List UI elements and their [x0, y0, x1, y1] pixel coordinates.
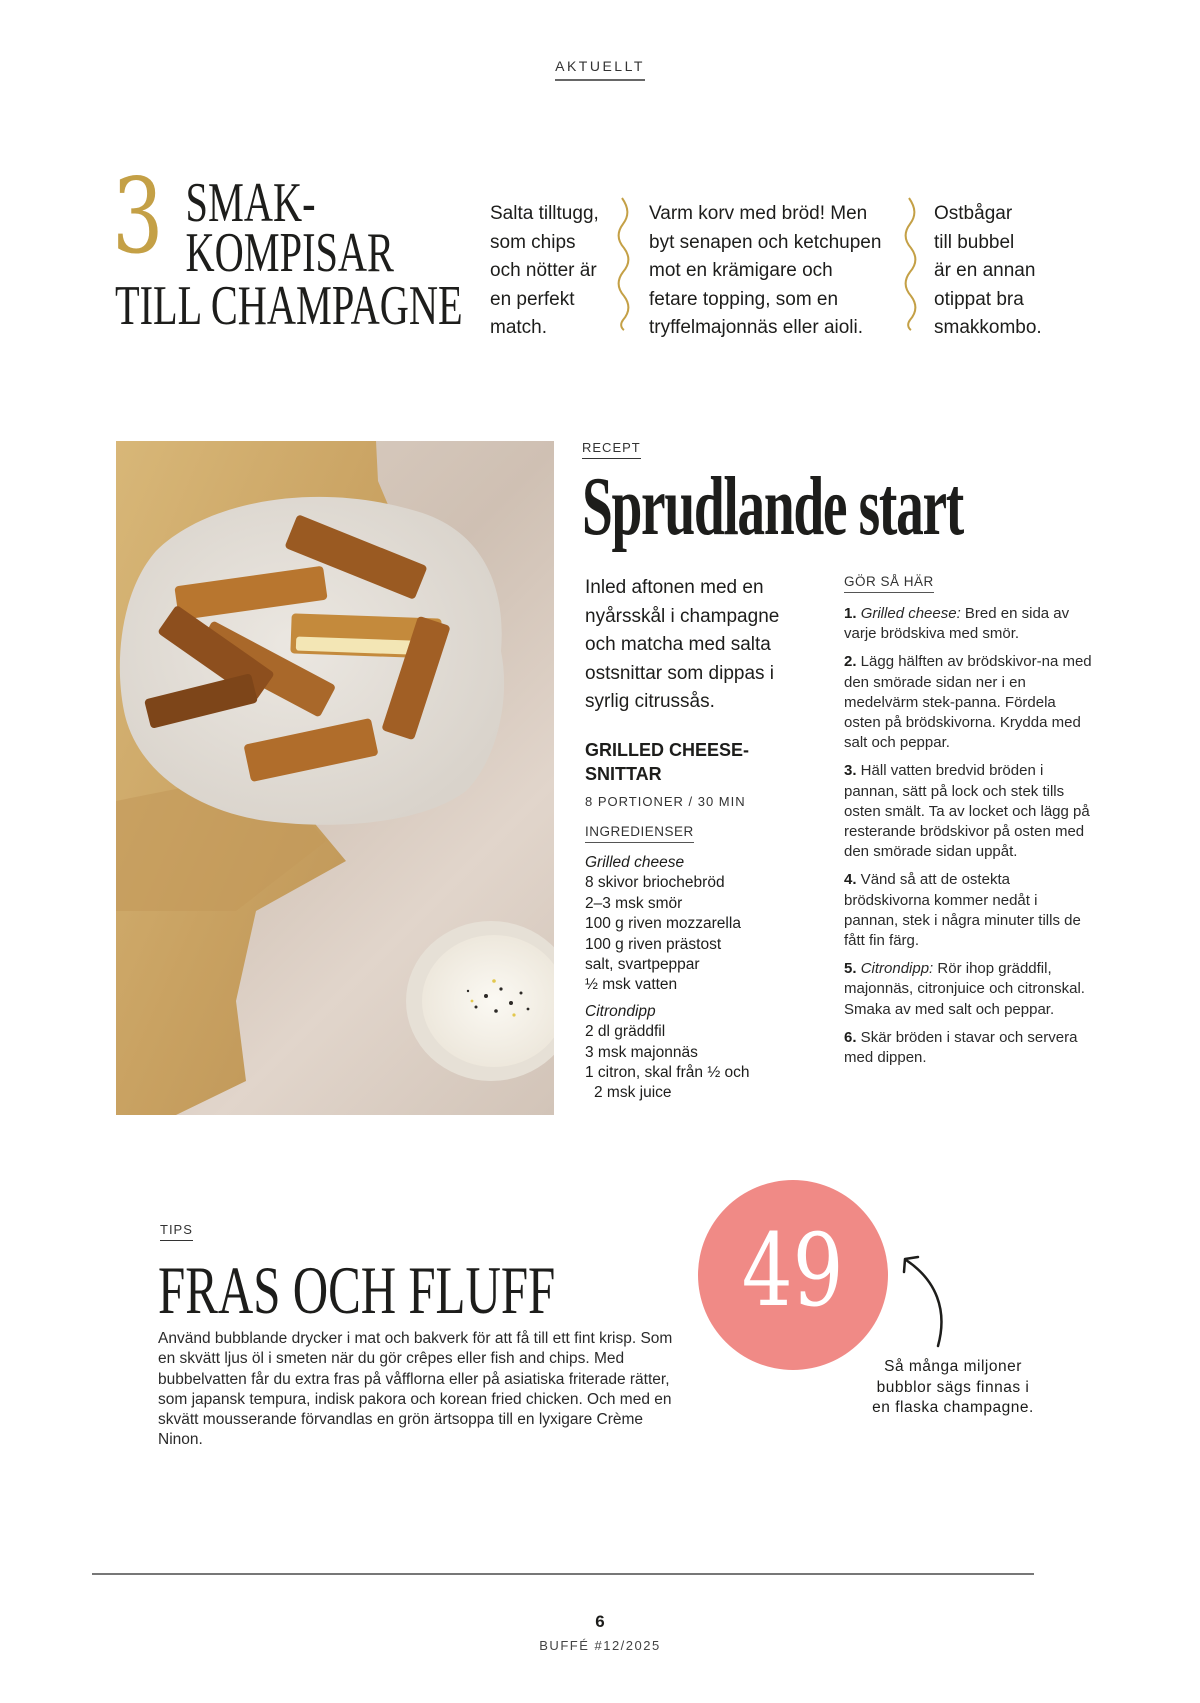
ingredient-group-title: Grilled cheese	[585, 854, 685, 871]
ingredient-group-title: Citrondipp	[585, 1002, 656, 1020]
recipe-intro: Inled aftonen med en nyårsskål i champagne och matcha med salta ostsnittar som dippas i syrlig citrussås.	[585, 577, 780, 712]
feature-number: 3	[112, 155, 164, 277]
step-text: Häll vatten bredvid bröden i pannan, sätt på lock och stek tills osten smält. Ta av locket och lägg på resterande brödskivor på osten med den smörade sidan uppåt.	[844, 762, 1090, 861]
tip-line: till bubbel	[934, 231, 1015, 253]
ingredients-label: INGREDIENSER	[585, 824, 694, 843]
section-label	[0, 58, 1200, 81]
step-text: Skär bröden i stavar och servera med dippen.	[844, 1028, 1078, 1067]
step-number: 3.	[844, 762, 857, 780]
ingredient-item: 2 msk juice	[594, 1084, 672, 1102]
step-text: Lägg hälften av brödskivor-na med den smörade sidan ner i en medelvärm stek-panna. Fördela osten på brödskivorna. Krydda med salt och peppar.	[844, 653, 1092, 752]
step-1	[844, 604, 1094, 644]
ingredients-list	[585, 853, 825, 1104]
ingredient-item: 100 g riven mozzarella	[585, 915, 741, 933]
step-emphasis: Grilled cheese:	[860, 605, 961, 622]
ingredient-item: ½ msk vatten	[585, 976, 678, 994]
tip-line: är en annan	[934, 260, 1036, 281]
step-number: 1.	[844, 605, 857, 622]
tip-line: otippat bra	[934, 288, 1024, 310]
tips-body: Använd bubblande drycker i mat och bakverk för att få till ett fint krisp. Som en skvätt ljus öl i smeten när du gör crêpes eller fish and chips. Med bubbelvatten får du extra fras på våfflorna eller på asiatiska friterade rätter, som japansk tempura, indisk pakora och korean fried chicken. Och med en skvätt mousserande förvandlas en grön ärtsoppa till en lyxigare Crème Ninon.	[158, 1330, 673, 1449]
tip-line: Salta tilltugg,	[490, 203, 599, 224]
dish-name-line-2: SNITTAR	[585, 764, 662, 784]
dish-name-line-1: GRILLED CHEESE-	[585, 740, 750, 760]
feature-headline	[115, 172, 463, 337]
step-2	[844, 652, 1094, 753]
ingredient-item: 2 dl gräddfil	[585, 1023, 666, 1041]
stat-caption: Så många miljoner bubblor sägs finnas i en flaska champagne.	[872, 1358, 1034, 1416]
tip-line: en perfekt	[490, 288, 575, 310]
footer-divider	[92, 1573, 1034, 1575]
ingredient-item: 1 citron, skal från ½ och	[585, 1064, 750, 1082]
portions-time: 8 PORTIONER / 30 MIN	[585, 794, 746, 809]
ingredient-group-citrondipp	[585, 1002, 825, 1104]
tip-line: tryffelmajonnäs eller aioli.	[649, 317, 864, 338]
pairing-tip-1	[490, 200, 620, 343]
tips-label: TIPS	[160, 1222, 193, 1241]
tip-line: som chips	[490, 231, 576, 253]
issue-label: BUFFÉ #12/2025	[539, 1638, 661, 1653]
tip-line: byt senapen och ketchupen	[649, 231, 882, 253]
headline-line-2: KOMPISAR	[185, 222, 394, 284]
step-6	[844, 1028, 1094, 1068]
ingredient-item: 8 skivor briochebröd	[585, 874, 725, 892]
ingredient-item: 2–3 msk smör	[585, 894, 683, 912]
ingredient-group-grilled-cheese	[585, 853, 825, 996]
step-text: Bred en sida av varje brödskiva med smör.	[844, 605, 1070, 643]
recipe-photo	[116, 441, 554, 1115]
tip-line: fetare topping, som en	[649, 288, 839, 310]
page-number: 6	[595, 1612, 605, 1631]
ingredient-item: 3 msk majonnäs	[585, 1043, 698, 1061]
step-text: Vänd så att de ostekta brödskivorna kommer nedåt i pannan, stek i några minuter tills de fått fin färg.	[844, 871, 1081, 950]
ingredient-item: salt, svartpeppar	[585, 956, 700, 974]
steps-label: GÖR SÅ HÄR	[844, 574, 934, 593]
step-4	[844, 870, 1094, 951]
recipe-title: Sprudlande start	[582, 460, 963, 553]
pairing-tip-2	[649, 200, 899, 343]
tip-line: smakkombo.	[934, 317, 1042, 338]
curved-arrow-icon	[900, 1250, 960, 1350]
food-photo-illustration	[116, 441, 554, 1115]
section-label-text: AKTUELLT	[555, 58, 645, 81]
step-number: 4.	[844, 871, 857, 889]
stat-number: 49	[742, 1212, 844, 1329]
squiggle-divider-icon	[904, 196, 918, 332]
headline-line-1: SMAK-	[185, 172, 316, 234]
step-number: 6.	[844, 1028, 857, 1046]
headline-line-3: TILL CHAMPAGNE	[115, 275, 463, 337]
tip-line: och nötter är	[490, 260, 597, 281]
step-number: 2.	[844, 653, 857, 671]
tips-title: FRAS OCH FLUFF	[158, 1252, 556, 1328]
dish-name	[585, 738, 815, 786]
tip-line: Varm korv med bröd! Men	[649, 203, 868, 224]
tip-line: mot en krämigare och	[649, 260, 833, 281]
step-5	[844, 959, 1094, 1020]
pairing-tip-3	[934, 200, 1064, 343]
ingredient-item: 100 g riven prästost	[585, 935, 722, 953]
step-3	[844, 761, 1094, 862]
recipe-label: RECEPT	[582, 440, 641, 459]
tip-line: match.	[490, 317, 548, 338]
step-emphasis: Citrondipp:	[860, 960, 934, 978]
steps-list	[844, 604, 1094, 1076]
tip-line: Ostbågar	[934, 203, 1013, 224]
step-text: Rör ihop gräddfil, majonnäs, citronjuice och citronskal. Smaka av med salt och peppar.	[844, 960, 1085, 1018]
step-number: 5.	[844, 960, 857, 978]
stat-circle	[698, 1180, 888, 1370]
squiggle-divider-icon	[617, 196, 631, 332]
